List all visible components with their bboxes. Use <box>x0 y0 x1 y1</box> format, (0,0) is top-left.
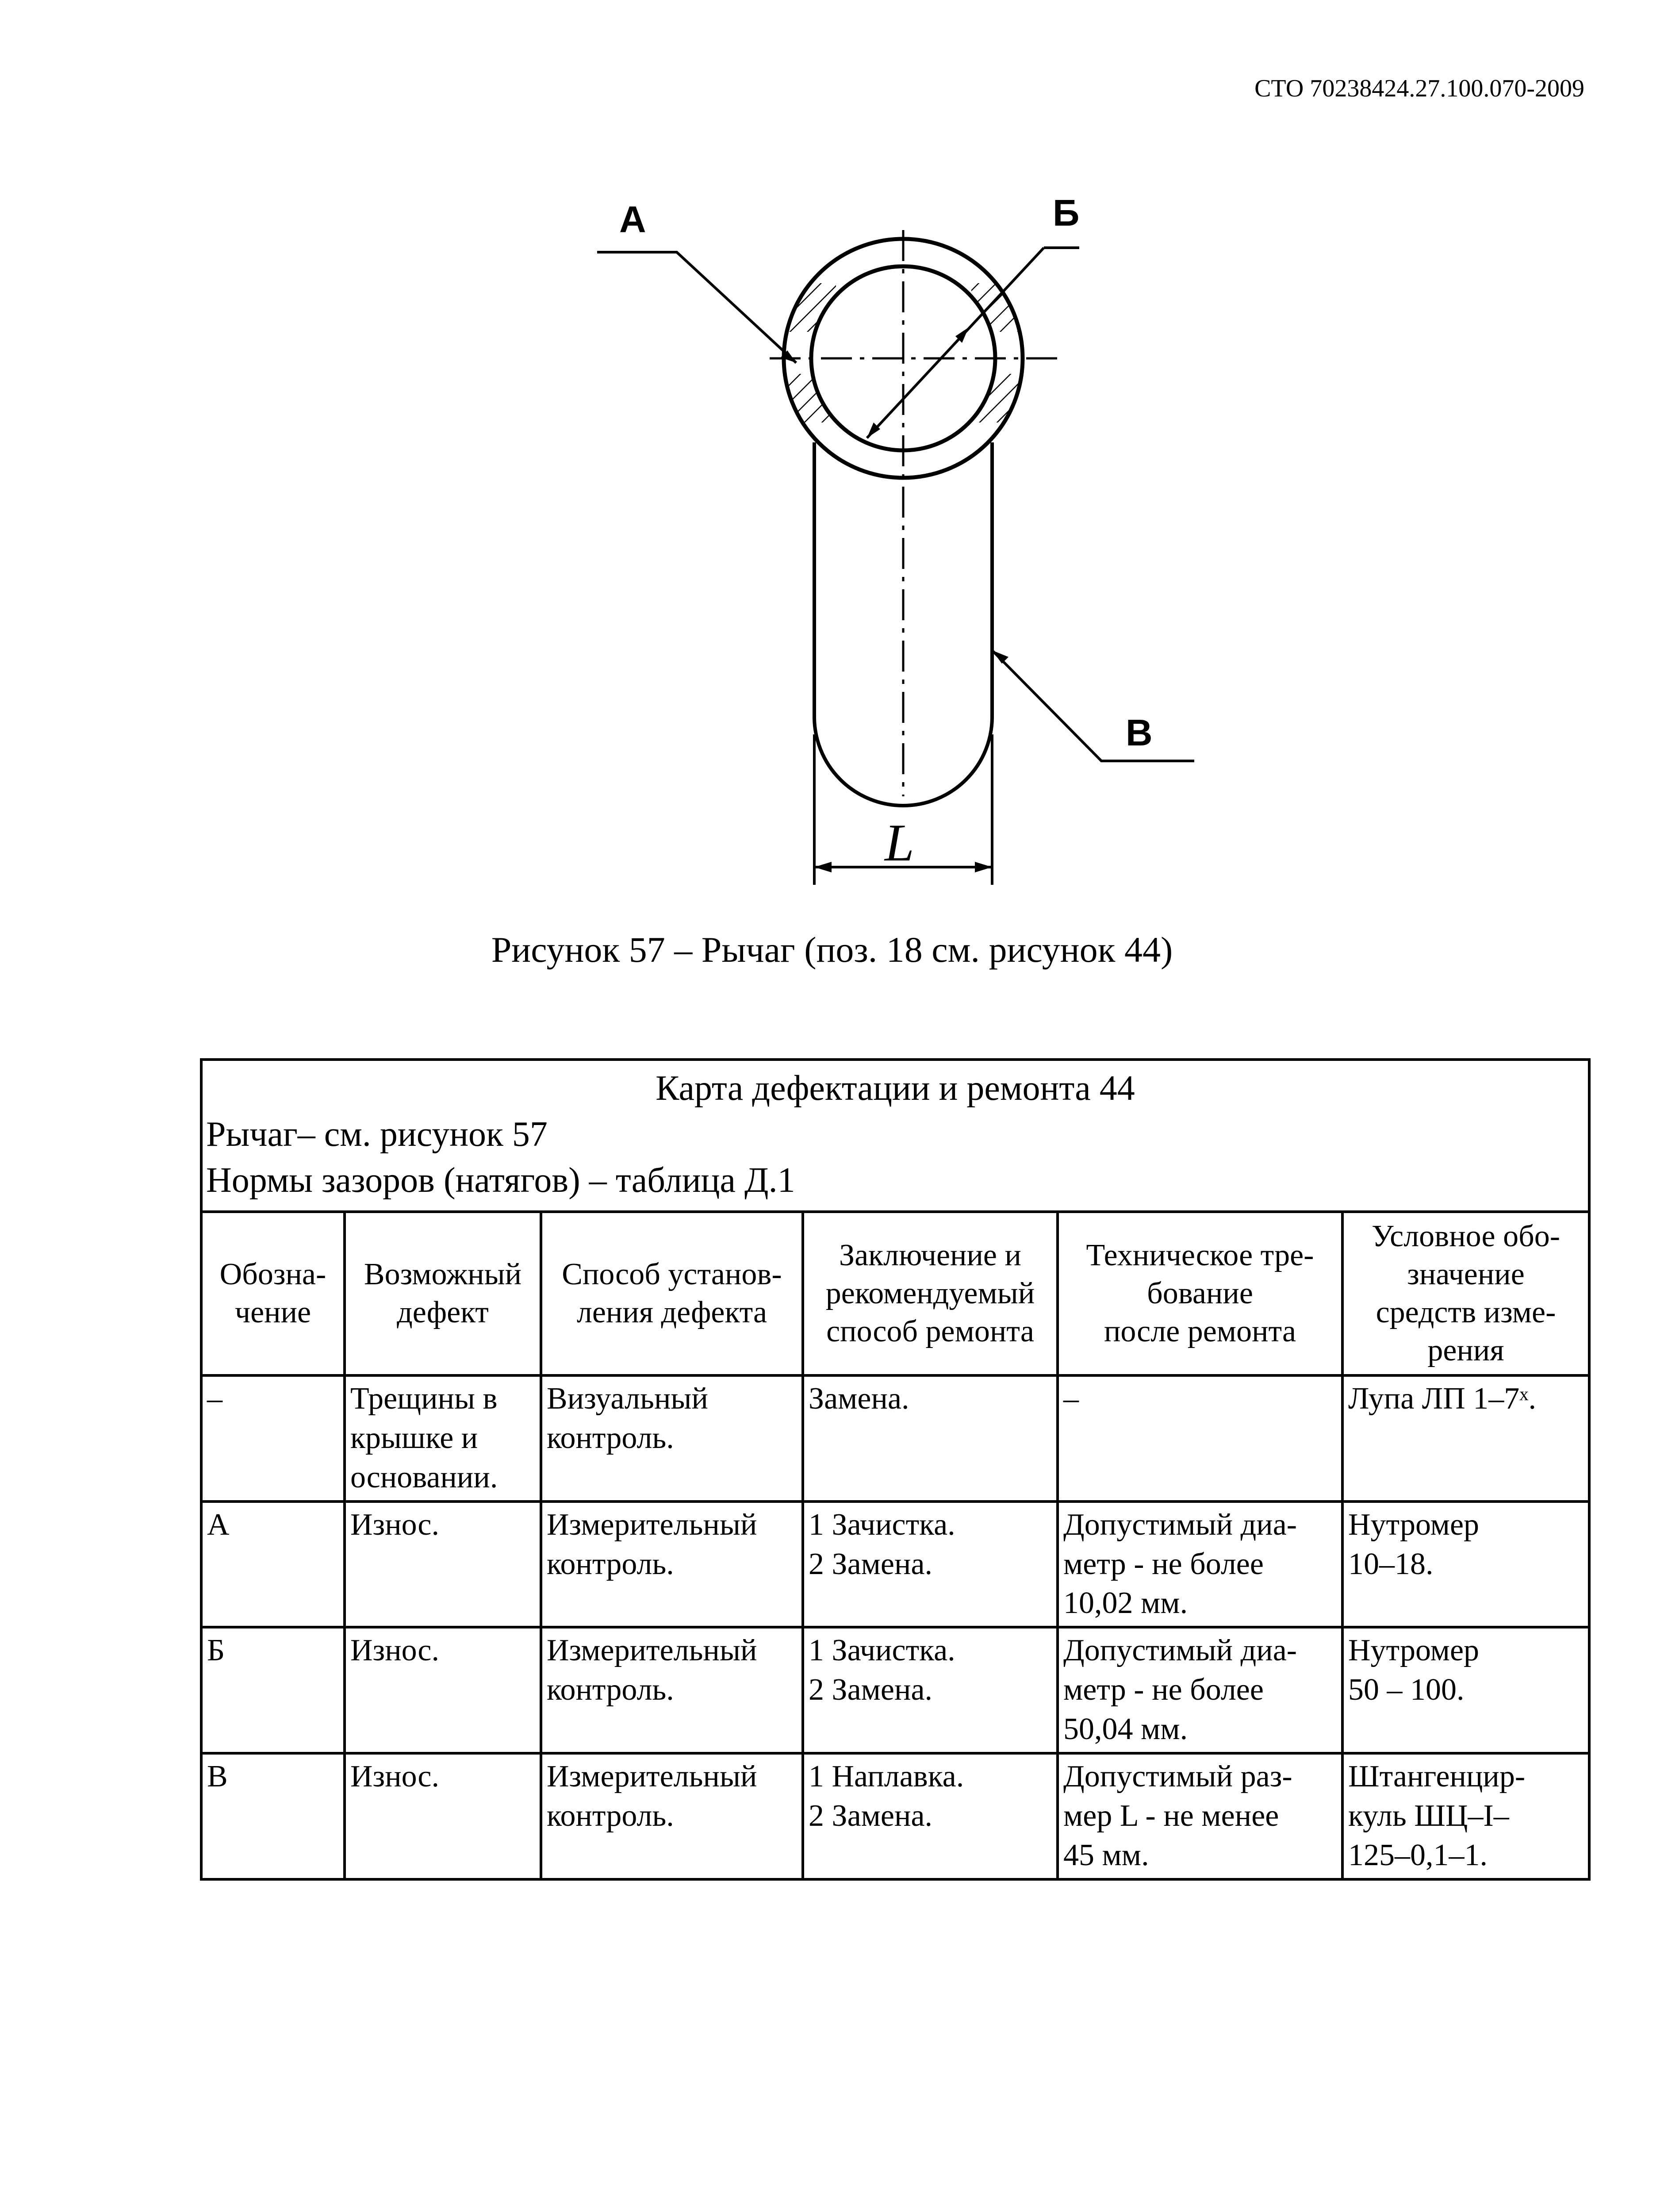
card-header-row <box>201 1060 1589 1212</box>
table-cell: Лупа ЛП 1–7ˣ. <box>1342 1375 1589 1502</box>
column-header: Условное обо- значение средств изме- рения <box>1342 1212 1589 1375</box>
table-cell: Допустимый диа- метр - не более 50,04 мм. <box>1058 1627 1342 1753</box>
defect-repair-card-table <box>200 1058 1591 1881</box>
table-cell: Измерительный контроль. <box>541 1753 803 1879</box>
table-cell: 1 Зачистка. 2 Замена. <box>803 1627 1058 1753</box>
table-row <box>201 1627 1589 1753</box>
table-cell: Допустимый раз- мер L - не менее 45 мм. <box>1058 1753 1342 1879</box>
label-v: В <box>1126 712 1153 753</box>
column-header: Техническое тре- бование после ремонта <box>1058 1212 1342 1375</box>
table-cell: Визуальный контроль. <box>541 1375 803 1502</box>
leader-a <box>597 252 796 363</box>
label-l: L <box>885 813 914 872</box>
label-b: Б <box>1053 192 1080 234</box>
table-cell: Замена. <box>803 1375 1058 1502</box>
table-row <box>201 1375 1589 1502</box>
column-header: Заключение и рекомендуемый способ ремонта <box>803 1212 1058 1375</box>
table-row <box>201 1753 1589 1879</box>
table-cell: Б <box>201 1627 345 1753</box>
table-cell: Нутромер 50 – 100. <box>1342 1627 1589 1753</box>
card-header <box>201 1060 1589 1212</box>
card-part-reference: Рычаг– см. рисунок 57 <box>206 1115 548 1154</box>
table-cell: Трещины в крышке и основании. <box>345 1375 541 1502</box>
column-header: Обозна- чение <box>201 1212 345 1375</box>
table-cell: А <box>201 1502 345 1628</box>
table-cell: Штангенцир- куль ШЦ–I– 125–0,1–1. <box>1342 1753 1589 1879</box>
table-cell: Износ. <box>345 1627 541 1753</box>
document-code: СТО 70238424.27.100.070-2009 <box>1254 75 1584 102</box>
table-cell: 1 Зачистка. 2 Замена. <box>803 1502 1058 1628</box>
column-header: Возможный дефект <box>345 1212 541 1375</box>
table-cell: Нутромер 10–18. <box>1342 1502 1589 1628</box>
table-cell: Износ. <box>345 1502 541 1628</box>
table-cell: 1 Наплавка. 2 Замена. <box>803 1753 1058 1879</box>
card-title: Карта дефектации и ремонта 44 <box>656 1069 1135 1108</box>
label-a: А <box>619 199 646 240</box>
diameter-b <box>867 248 1044 438</box>
card-norms-reference: Нормы зазоров (натягов) – таблица Д.1 <box>206 1161 795 1200</box>
table-cell: – <box>1058 1375 1342 1502</box>
table-cell: – <box>201 1375 345 1502</box>
table-cell: Измерительный контроль. <box>541 1502 803 1628</box>
column-header: Способ установ- ления дефекта <box>541 1212 803 1375</box>
column-header-row <box>201 1212 1589 1375</box>
table-cell: Измерительный контроль. <box>541 1627 803 1753</box>
table-cell: Допустимый диа- метр - не более 10,02 мм. <box>1058 1502 1342 1628</box>
table-cell: Износ. <box>345 1753 541 1879</box>
table-body <box>201 1375 1589 1879</box>
lever-drawing <box>0 0 1664 973</box>
figure-caption: Рисунок 57 – Рычаг (поз. 18 см. рисунок 44) <box>491 929 1173 970</box>
table-cell: В <box>201 1753 345 1879</box>
leader-v <box>992 650 1194 761</box>
table-row <box>201 1502 1589 1628</box>
